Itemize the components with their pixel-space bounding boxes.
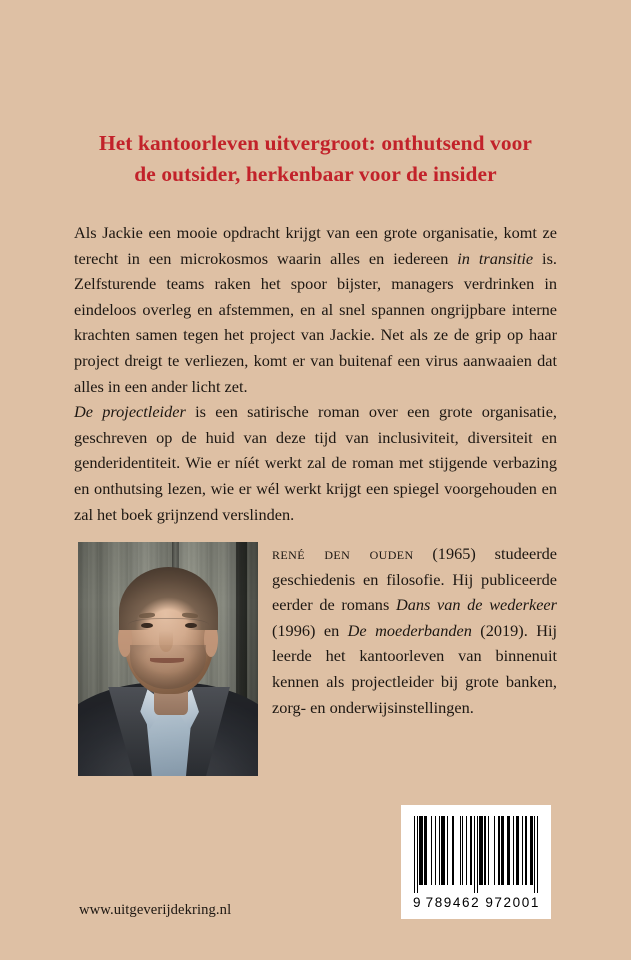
author-bio-part-2: (1996) en bbox=[272, 620, 348, 640]
blurb-p1-part2: is. Zelfsturende teams raken het spoor bijster, managers verdrinken in eindeloos overleg en afstemmen, en al snel spannen ongrijpbare interne krachten samen tegen het project van Jackie. Net als ze de grip op haar project dreigt te verliezen, komt er van buitenaf een virus aanwaaien dat alles in een ander licht zet. bbox=[74, 248, 557, 396]
author-book-title-2: De moederbanden bbox=[347, 620, 472, 640]
barcode-digit-group-3: 972001 bbox=[485, 895, 540, 910]
blurb-p1-part1: Als Jackie een mooie opdracht krijgt van een grote organisatie, komt ze terecht in een microkosmos waarin alles en iedereen bbox=[74, 223, 557, 268]
blurb-p2-italic-title: De projectleider bbox=[74, 402, 186, 422]
author-portrait-image bbox=[78, 542, 258, 776]
author-book-title-1: Dans van de wederkeer bbox=[395, 595, 557, 615]
blurb-p2-rest: is een satirische roman over een grote organisatie, geschreven op de huid van deze tijd van inclusiviteit, diversiteit en genderidentiteit. Wie er níét werkt zal de roman met stijgende verbazing en onthutsing lezen, wie er wél werkt krijgt een spiegel voorgehouden en zal het boek grijnzend verslinden. bbox=[74, 402, 558, 524]
author-name: rené den ouden bbox=[272, 544, 414, 563]
author-bio-part-3: (2019). Hij leerde het kantoorleven van binnenuit kennen als projectleider bij grote banken, zorg- en onderwijsinstellingen. bbox=[272, 620, 558, 717]
barcode-digit-group-1: 9 bbox=[413, 895, 421, 910]
blurb-p1-italic: in transitie bbox=[457, 248, 534, 268]
headline-line-1: Het kantoorleven uitvergroot: onthutsend voor bbox=[98, 131, 533, 155]
author-bio-part-1: (1965) studeerde geschiedenis en filosofie. Hij publiceerde eerder de romans bbox=[272, 544, 557, 615]
page-title bbox=[74, 128, 557, 190]
barcode-panel bbox=[401, 805, 551, 919]
barcode-bars bbox=[414, 816, 538, 885]
blurb-text bbox=[74, 220, 557, 527]
publisher-website[interactable]: www.uitgeverijdekring.nl bbox=[79, 902, 232, 918]
photo-vignette bbox=[78, 542, 258, 776]
headline-line-2: de outsider, herkenbaar voor de insider bbox=[134, 162, 497, 186]
author-photo bbox=[78, 542, 258, 776]
author-bio-paragraph bbox=[272, 541, 557, 720]
blurb-paragraph-2 bbox=[74, 399, 557, 527]
barcode-digit-group-2: 789462 bbox=[425, 895, 481, 910]
author-bio bbox=[272, 541, 557, 720]
barcode-digits bbox=[412, 895, 540, 910]
blurb-paragraph-1 bbox=[74, 220, 557, 399]
